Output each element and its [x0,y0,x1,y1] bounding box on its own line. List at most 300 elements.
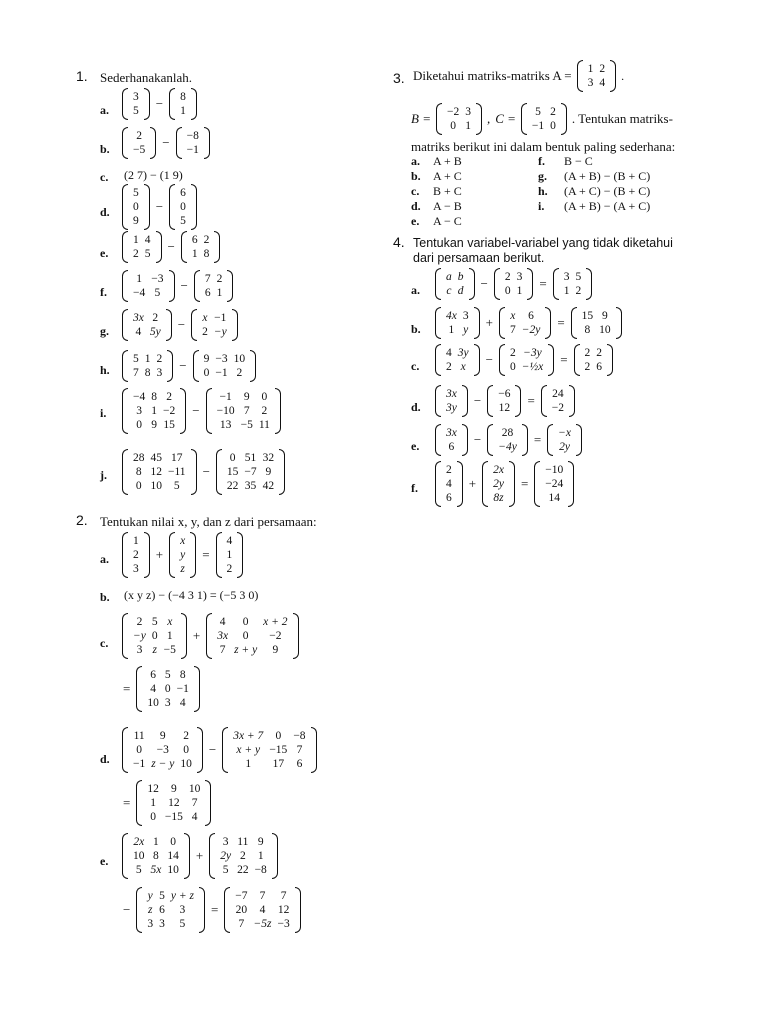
matrix-entry: 8 [151,391,157,403]
matrix-entry: 2 [599,63,606,75]
matrix-grid [443,346,472,374]
list-item: i. (A + B) − (A + C) [538,199,651,213]
operator: − [202,464,210,479]
matrix [499,307,551,339]
matrix-entry: 2 [261,405,268,417]
matrix-entry: 2 [133,549,139,561]
matrix-entry: 45 [150,452,162,464]
matrix-entry: 35 [244,480,257,492]
matrix-grid [555,426,574,454]
matrix-entry: 4 [135,326,142,338]
matrix-entry: 11 [237,836,249,848]
matrix-entry: c [446,285,452,297]
expression: A − C [433,214,462,228]
matrix-entry: 7 [238,918,245,930]
matrix-entry: −2 [269,630,282,642]
matrix-c-label: C = [495,111,516,126]
matrix-entry: 2 [550,106,556,118]
matrix-entry: 2 [183,730,189,742]
matrix-entry: 0 [136,419,142,431]
matrix-entry: 1 [216,287,223,299]
expression: (A + C) − (B + C) [564,184,651,198]
matrix-entry: −1 [531,120,545,132]
matrix [534,461,574,507]
matrix-grid [443,309,472,337]
matrix [122,231,162,263]
item-label: e. [100,246,109,260]
equals-sign: = [210,902,219,917]
row-vector-expression: (2 7) − (1 9) [124,168,183,182]
operator: + [155,547,164,562]
matrix-entry: 4 [599,77,606,89]
matrix-entry: x [460,361,466,373]
matrix-entry: −1 [133,758,146,770]
matrix-grid [224,451,277,493]
matrix-entry: x + 2 [263,616,288,628]
matrix [206,388,281,434]
item-label: a. [100,552,109,566]
matrix [122,833,190,879]
matrix [435,268,475,300]
matrix-entry: 1 [226,549,233,561]
matrix-entry: −5 [163,644,176,656]
matrix-entry: 5 [575,271,582,283]
matrix-entry: 2 [509,347,516,359]
matrix-grid [144,889,197,931]
matrix-grid [507,309,543,337]
matrix-grid [443,463,455,505]
matrix-entry: 0 [164,683,171,695]
matrix-entry: −15 [269,744,288,756]
row-vector-equation: (x y z) − (−4 3 1) = (−5 3 0) [124,588,259,602]
matrix-entry: −5z [253,918,272,930]
matrix-entry: 1 [587,63,594,75]
matrix-grid [130,90,142,118]
operator: − [162,135,170,150]
matrix-grid [214,615,290,657]
operator: + [485,315,493,330]
matrix-entry: 2 [239,850,246,862]
matrix-entry: x + y [236,744,261,756]
matrix-entry: 2 [446,361,452,373]
matrix-entry: −4 [133,391,146,403]
matrix-entry: −4 [133,287,146,299]
matrix [191,309,238,341]
matrix [122,613,187,659]
operator: − [167,239,175,254]
matrix-entry: −1 [214,312,227,324]
operator: − [180,278,188,293]
matrix [499,344,554,376]
matrix-entry: 7 [219,644,226,656]
matrix-entry: 1 [136,273,142,285]
matrix-entry: 0 [261,391,268,403]
matrix [169,184,197,230]
matrix-entry: 1 [563,285,570,297]
operator: − [177,317,186,332]
matrix-entry: 4 [446,478,452,490]
list-item: h. (A + C) − (B + C) [538,184,651,198]
matrix-entry: −5 [240,419,253,431]
matrix-entry: a [446,271,452,283]
matrix-entry: 1 [257,850,264,862]
equals-sign: = [560,352,568,367]
matrix-entry: 10 [180,758,192,770]
q3-instruction: . Tentukan matriks- [571,111,673,126]
matrix-entry: 0 [275,730,282,742]
matrix-entry: 5 [173,480,180,492]
matrix-entry: 0 [170,836,176,848]
matrix-entry: d [457,285,464,297]
matrix-entry: 6 [528,310,534,322]
matrix-entry: 11 [258,419,270,431]
matrix [216,532,244,578]
item-label: c. [100,636,109,650]
matrix-entry: 7 [204,273,211,285]
question-4-number: 4. [393,234,405,250]
matrix-entry: 9 [159,730,166,742]
matrix-entry: −3 [151,273,164,285]
matrix-entry: 6 [296,758,303,770]
matrix-entry: 12 [150,466,162,478]
matrix-entry: 3 [136,644,143,656]
matrix-entry: 0 [136,744,142,756]
matrix-grid [130,186,142,228]
expression: A + C [433,169,462,183]
matrix-entry: x [202,312,208,324]
matrix-entry: 0 [151,630,158,642]
list-item: c. B + C [411,184,462,198]
item-label: f. [411,481,418,495]
item-label: j. [100,468,107,482]
item-label: c. [411,359,420,373]
matrix-entry: 2 [575,285,582,297]
matrix-entry: 10 [150,480,162,492]
matrix-entry: 2 [156,353,163,365]
matrix-entry: 8 [584,324,591,336]
matrix-entry: −8 [186,130,199,142]
expression: B + C [433,184,462,198]
matrix-grid [502,270,526,298]
matrix-entry: 4 [219,616,226,628]
matrix-entry: x [510,310,516,322]
matrix-entry: 3 [136,405,142,417]
matrix-entry: −1 [215,367,228,379]
matrix-entry: 7 [191,797,198,809]
matrix-entry: 17 [272,758,285,770]
matrix-entry: 0 [203,367,210,379]
q3-left-list [411,154,462,229]
matrix [122,449,197,495]
matrix-entry: −11 [168,466,186,478]
operator: − [473,432,482,447]
matrix-entry: −3 [215,353,228,365]
matrix-entry: 9 [257,836,264,848]
matrix-entry: 15 [581,310,594,322]
matrix-entry: y [463,324,469,336]
matrix [122,270,175,302]
matrix-entry: −8 [293,730,306,742]
matrix-entry: 6 [150,669,156,681]
matrix-entry: 3 [462,310,469,322]
matrix-entry: 51 [244,452,257,464]
matrix-entry: 8 [179,669,186,681]
matrix-grid [542,463,566,505]
matrix-entry: 0 [135,480,142,492]
matrix-grid [184,129,202,157]
item-label: a. [411,283,420,297]
matrix [541,385,575,417]
equals-sign: = [533,432,542,447]
matrix-entry: 12 [147,783,159,795]
matrix-entry: 2 [226,563,233,575]
matrix-entry: 3y [457,347,469,359]
matrix-entry: −1 [219,391,232,403]
matrix-entry: 2 [203,234,210,246]
matrix-entry: 12 [168,797,180,809]
matrix-entry: −3 [277,918,290,930]
item-label: g. [100,324,109,338]
matrix-entry: 0 [450,120,456,132]
matrix-grid [130,233,154,261]
item-label: e. [100,854,109,868]
matrix-entry: 3x [133,312,144,324]
matrix-entry: 3 [159,918,165,930]
matrix-entry: 3 [133,563,139,575]
matrix [169,88,197,120]
matrix [216,449,285,495]
matrix-entry: 6 [448,441,455,453]
matrix-entry: 28 [133,452,145,464]
matrix-entry: 3 [133,91,139,103]
matrix-entry: 1 [166,630,173,642]
item-label: a. [100,103,109,117]
matrix-entry: 3 [222,836,229,848]
operator: − [192,403,200,418]
matrix [494,268,534,300]
matrix-entry: 3 [465,106,471,118]
matrix-entry: 5 [159,890,165,902]
matrix [435,344,480,376]
matrix-entry: 6 [596,361,603,373]
matrix-entry: 6 [446,492,452,504]
matrix-grid [490,463,507,505]
matrix-entry: −y [213,326,227,338]
matrix-entry: 20 [235,904,248,916]
list-item: d. A − B [411,199,462,213]
matrix-entry: 0 [242,616,249,628]
matrix-entry: 9 [133,215,139,227]
matrix-entry: 1 [150,797,156,809]
matrix-entry: 7 [133,367,139,379]
matrix [547,424,582,456]
matrix-entry: −8 [254,864,267,876]
expression: B − C [564,154,593,168]
matrix-entry: 3 [516,271,523,283]
matrix-grid [130,352,165,380]
matrix-entry: 5 [154,287,161,299]
operator: − [123,902,131,917]
matrix-grid [529,105,559,133]
matrix-entry: 3 [563,271,570,283]
matrix-grid [130,729,195,771]
matrix-entry: 2 [202,326,208,338]
matrix-grid [199,311,230,339]
operator: − [485,352,493,367]
matrix-grid [177,534,188,576]
matrix-entry: 3x + 7 [233,730,264,742]
equals-sign: = [202,547,210,562]
matrix-entry: 3 [179,904,186,916]
matrix-grid [202,272,226,300]
list-item: g. (A + B) − (B + C) [538,169,651,183]
matrix-entry: 10 [233,353,246,365]
operator: − [155,96,164,111]
matrix-entry: 0 [133,201,139,213]
matrix-entry: 5 [133,187,139,199]
matrix-entry: 5 [135,864,142,876]
matrix-entry: −2y [521,324,541,336]
matrix-entry: 6 [159,904,165,916]
matrix-entry: −24 [545,478,564,490]
operator: − [179,358,187,373]
matrix-entry: 14 [548,492,561,504]
matrix-entry: 1 [133,535,139,547]
matrix-entry: 7 [296,744,303,756]
matrix-entry: 10 [188,783,201,795]
matrix-grid [444,105,474,133]
matrix-grid [130,129,148,157]
matrix-grid [144,668,192,710]
matrix-grid [189,233,213,261]
matrix-grid [495,426,520,454]
question-2-number: 2. [76,512,88,528]
matrix-grid [443,387,460,415]
matrix-grid [130,451,189,493]
matrix-entry: 7 [259,890,266,902]
matrix-entry: 7 [509,324,516,336]
matrix-entry: 1 [516,285,523,297]
matrix-entry: 4x [446,310,457,322]
matrix-entry: 1 [151,405,157,417]
matrix-entry: 5 [133,353,139,365]
matrix-entry: z − y [151,758,175,770]
matrix-entry: 2 [152,312,159,324]
item-label: e. [411,439,420,453]
matrix-a [577,60,617,92]
matrix-grid [130,390,178,432]
operator: + [468,476,477,491]
matrix-entry: −2 [163,405,176,417]
matrix [193,350,257,382]
matrix-entry: 4 [150,683,156,695]
matrix-entry: 22 [237,864,249,876]
matrix-entry: 5 [164,669,171,681]
matrix-entry: 32 [262,452,275,464]
matrix-grid [201,352,249,380]
matrix-entry: 3x [446,427,457,439]
matrix-entry: 12 [498,402,511,414]
matrix [122,727,203,773]
matrix-entry: 2 [133,248,139,260]
matrix-grid [495,387,513,415]
matrix [571,307,622,339]
matrix-entry: 4 [191,811,198,823]
matrix-entry: 5 [144,248,151,260]
matrix-entry: −7 [235,890,248,902]
matrix-entry: 5 [180,215,186,227]
expression: (A + B) − (A + C) [564,199,651,213]
matrix-entry: 2 [136,130,142,142]
matrix [487,424,528,456]
matrix [136,887,205,933]
matrix-entry: 0 [242,630,249,642]
matrix-grid [214,390,273,432]
matrix-entry: 6 [191,234,198,246]
matrix-c [521,103,567,135]
matrix-entry: 8 [180,91,186,103]
matrix-entry: x [180,535,186,547]
matrix-entry: 5y [149,326,161,338]
matrix [553,268,593,300]
matrix-entry: 7 [280,890,287,902]
matrix-entry: 5 [151,616,158,628]
matrix-entry: 0 [183,744,189,756]
matrix-entry: 4 [226,535,233,547]
list-item: e. A − C [411,214,462,228]
matrix-grid [224,534,236,576]
matrix-entry: 4 [179,697,186,709]
equals-sign: = [539,276,547,291]
matrix-grid [130,311,164,339]
matrix-b [436,103,482,135]
matrix-entry: 0 [150,811,156,823]
matrix [209,833,278,879]
matrix [122,127,156,159]
matrix-entry: 5 [133,105,139,117]
matrix-entry: 9 [151,419,157,431]
matrix-entry: 8 [153,850,159,862]
matrix-entry: 1 [245,758,252,770]
operator: − [208,742,217,757]
matrix [206,613,298,659]
matrix-grid [232,889,293,931]
matrix-entry: −½x [521,361,544,373]
matrix-entry: −y [133,630,146,642]
matrix [435,461,463,507]
matrix-entry: 0 [180,201,186,213]
matrix-entry: 13 [219,419,232,431]
matrix-entry: 2 [504,271,511,283]
matrix-entry: y + z [170,890,194,902]
matrix-entry: 9 [243,391,250,403]
matrix-entry: 5x [150,864,162,876]
matrix-grid [130,615,179,657]
matrix-entry: 2 [136,616,143,628]
matrix-entry: 6 [204,287,211,299]
matrix-entry: −x [558,427,572,439]
matrix [136,780,211,826]
q3-right-list [538,154,650,214]
matrix-entry: 14 [167,850,179,862]
matrix-entry: 28 [501,427,514,439]
matrix [435,424,468,456]
matrix-entry: 2x [493,464,504,476]
matrix [122,350,173,382]
matrix-grid [177,186,189,228]
matrix-grid [582,346,606,374]
item-label: i. [100,406,107,420]
